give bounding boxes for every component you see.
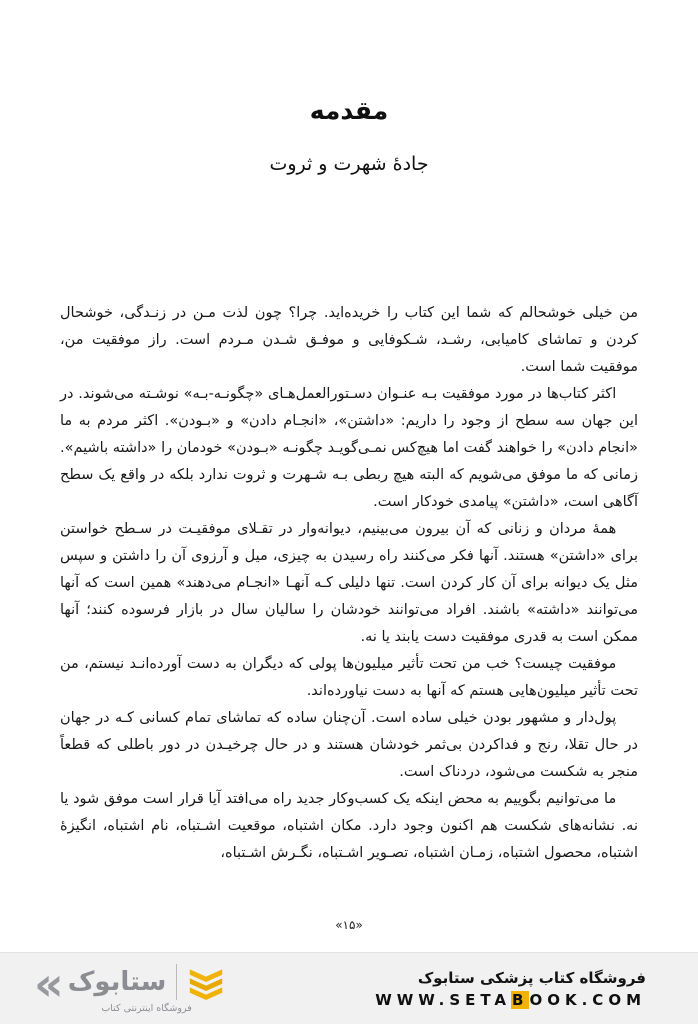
logo-divider bbox=[176, 964, 177, 1000]
logo-wordmark: ستابوک bbox=[67, 966, 167, 997]
logo-tagline: فروشگاه اینترنتی کتاب bbox=[101, 1002, 192, 1014]
body-text bbox=[60, 300, 638, 867]
paragraph-2: اکثر کتاب‌ها در مورد موفقیت بـه عنـوان دسـتورالعمل‌هـای «چگونـه-بـه» نوشـته می‌شوند. در این جهان سه سطح از وجود را داریم: «داشتن»، «انجـام دادن» و «بـودن». اکثر مردم به ما «انجام دادن» را خواهند گفت اما هیچ‌کس نمـی‌گویـد چگونـه «بـودن» خودمان را «داشته باشیم». زمانی که ما موفق می‌شویم که البته هیچ ربطی بـه شـهرت و ثروت ندارد بلکه در واقع یک سطح آگاهی است، «داشتن» پیامدی خودکار است. bbox=[60, 386, 638, 510]
paragraph-4: موفقیت چیست؟ خب من تحت تأثیر میلیون‌ها پولی که دیگران به دست آورده‌انـد نیستم، من تحت تأثیر میلیون‌هایی هستم که آنها به دست نیاورده‌اند. bbox=[60, 656, 638, 699]
website-highlight: B bbox=[512, 990, 529, 1009]
store-name: فروشگاه کتاب پزشکی ستابوک bbox=[417, 968, 646, 987]
website-url bbox=[375, 991, 646, 1009]
book-stack-icon bbox=[187, 964, 225, 1000]
logo-center bbox=[68, 964, 226, 1014]
logo-row bbox=[68, 964, 226, 1000]
page-number: «۱۵» bbox=[335, 918, 363, 932]
double-chevron-icon: « bbox=[34, 956, 60, 1011]
footer bbox=[0, 952, 698, 1024]
paragraph-5: پول‌دار و مشهور بودن خیلی ساده است. آن‌چنان ساده که تماشای تمام کسانی کـه در جهان در حال تقلا، رنج و فداکردن بی‌ثمر خودشان هستند و در حال چرخیـدن در دور باطلی که قطعاً منجر به شکست می‌شود، دردناک است. bbox=[60, 710, 638, 780]
paragraph-6: ما می‌توانیم بگوییم به محض اینکه یک کسب‌وکار جدید راه می‌افتد آیا قرار است موفق شود یا نه. نشانه‌های شکست هم اکنون وجود دارد. مکان اشتباه، موقعیت اشـتباه، نام اشتباه، انگیزهٔ اشتباه، محصول اشتباه، زمـان اشتباه، تصـویر اشـتباه، نگـرش اشـتباه، bbox=[60, 791, 638, 861]
paragraph-1: من خیلی خوشحالم که شما این کتاب را خریده‌اید. چرا؟ چون لذت مـن در زنـدگی، خوشحال کردن و تماشای کامیابی، رشـد، شـکوفایی و موفـق شـدن مـردم است. راز موفقیت من، موفقیت شما است. bbox=[60, 305, 638, 375]
website-suffix: OOK.COM bbox=[529, 990, 646, 1009]
chapter-subtitle: جادهٔ شهرت و ثروت bbox=[269, 153, 429, 175]
footer-text bbox=[375, 969, 646, 1009]
chapter-title: مقدمه bbox=[309, 96, 389, 125]
website-prefix: WWW.SETA bbox=[375, 990, 512, 1009]
paragraph-3: همهٔ مردان و زنانی که آن بیرون می‌بینیم، دیوانه‌وار در تقـلای موفقیـت در سـطح خواستن برای «داشتن» هستند. آنها فکر می‌کنند راه رسیدن به چیزی، میل و آرزوی آن را داشتن و سپس مثل یک دیوانه برای آن کار کردن است. تنها دلیلی کـه آنهـا «انجـام می‌دهند» همین است که آنها می‌توانند «داشته» باشند. افراد می‌توانند خودشان را سالیان سال در بازار فرسوده کنند؛ آنها ممکن است به قدری موفقیت دست یابند یا نه. bbox=[60, 521, 638, 645]
setabook-logo bbox=[34, 956, 225, 1014]
